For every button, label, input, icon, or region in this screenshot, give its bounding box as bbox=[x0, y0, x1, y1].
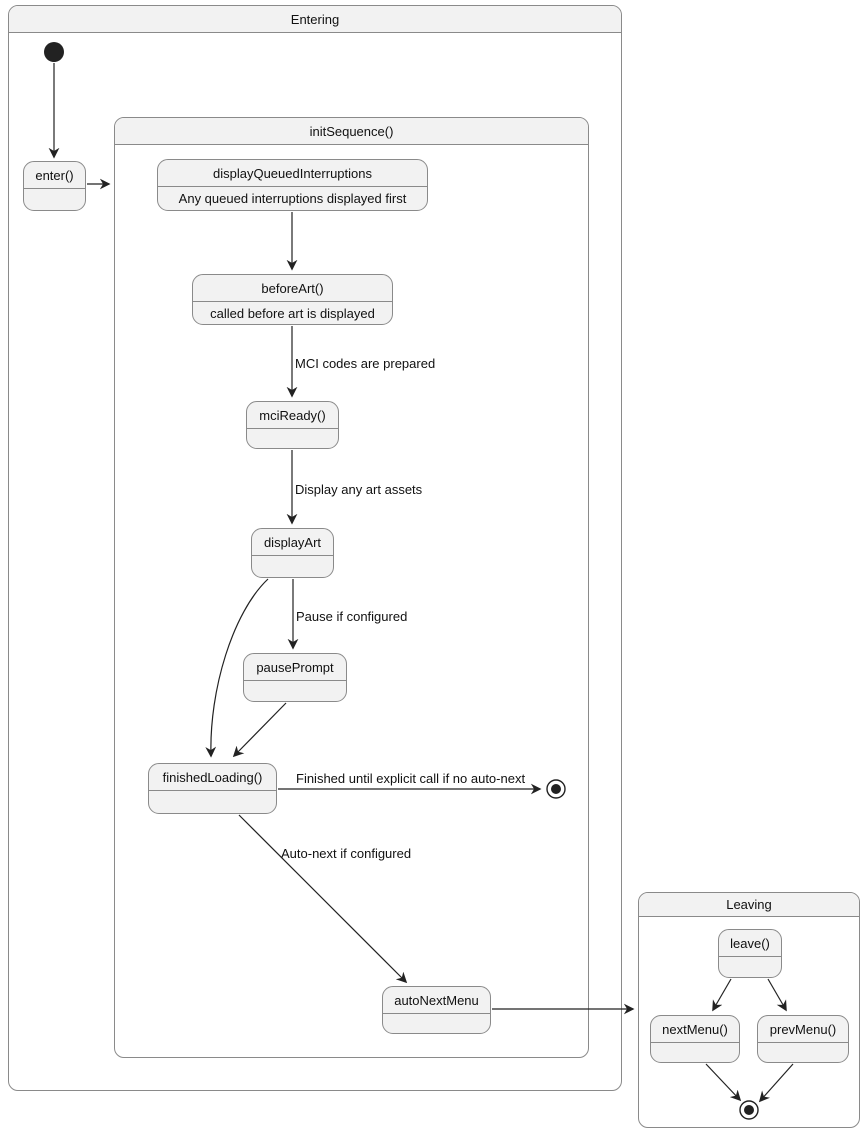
edge-label-finished-until: Finished until explicit call if no auto-next bbox=[296, 771, 526, 786]
state-finished-loading bbox=[148, 763, 277, 814]
state-leave bbox=[718, 929, 782, 978]
state-next-menu-title: nextMenu() bbox=[651, 1016, 739, 1043]
edge-label-pause-if-configured: Pause if configured bbox=[296, 609, 408, 624]
state-display-art-body bbox=[252, 556, 333, 577]
state-display-art-title: displayArt bbox=[252, 529, 333, 556]
state-pause-prompt-title: pausePrompt bbox=[244, 654, 346, 681]
state-auto-next-menu-body bbox=[383, 1014, 490, 1033]
state-auto-next-menu-title: autoNextMenu bbox=[383, 987, 490, 1014]
container-init-sequence-title: initSequence() bbox=[115, 118, 588, 145]
container-init-sequence bbox=[114, 117, 589, 1058]
state-prev-menu-body bbox=[758, 1043, 848, 1062]
state-next-menu bbox=[650, 1015, 740, 1063]
state-display-queued-interruptions bbox=[157, 159, 428, 211]
state-enter-body bbox=[24, 189, 85, 210]
state-pause-prompt-body bbox=[244, 681, 346, 701]
state-finished-loading-title: finishedLoading() bbox=[149, 764, 276, 791]
state-prev-menu bbox=[757, 1015, 849, 1063]
container-leaving bbox=[638, 892, 860, 1128]
state-enter-title: enter() bbox=[24, 162, 85, 189]
state-leave-body bbox=[719, 957, 781, 977]
container-entering-title: Entering bbox=[9, 6, 621, 33]
state-before-art-note: called before art is displayed bbox=[210, 305, 375, 321]
state-before-art-title: beforeArt() bbox=[193, 275, 392, 302]
edge-label-mci-prepared: MCI codes are prepared bbox=[295, 356, 436, 371]
state-prev-menu-title: prevMenu() bbox=[758, 1016, 848, 1043]
state-mci-ready-body bbox=[247, 429, 338, 448]
state-leave-title: leave() bbox=[719, 930, 781, 957]
state-auto-next-menu bbox=[382, 986, 491, 1034]
state-display-queued-interruptions-title: displayQueuedInterruptions bbox=[158, 160, 427, 187]
state-pause-prompt bbox=[243, 653, 347, 702]
state-next-menu-body bbox=[651, 1043, 739, 1062]
state-display-queued-interruptions-note: Any queued interruptions displayed first bbox=[178, 191, 407, 206]
state-display-art bbox=[251, 528, 334, 578]
state-mci-ready-title: mciReady() bbox=[247, 402, 338, 429]
state-enter bbox=[23, 161, 86, 211]
state-mci-ready bbox=[246, 401, 339, 449]
edge-label-display-assets: Display any art assets bbox=[295, 482, 423, 497]
edge-label-auto-next: Auto-next if configured bbox=[281, 846, 412, 861]
state-finished-loading-body bbox=[149, 791, 276, 813]
state-before-art bbox=[192, 274, 393, 325]
container-leaving-title: Leaving bbox=[639, 893, 859, 917]
